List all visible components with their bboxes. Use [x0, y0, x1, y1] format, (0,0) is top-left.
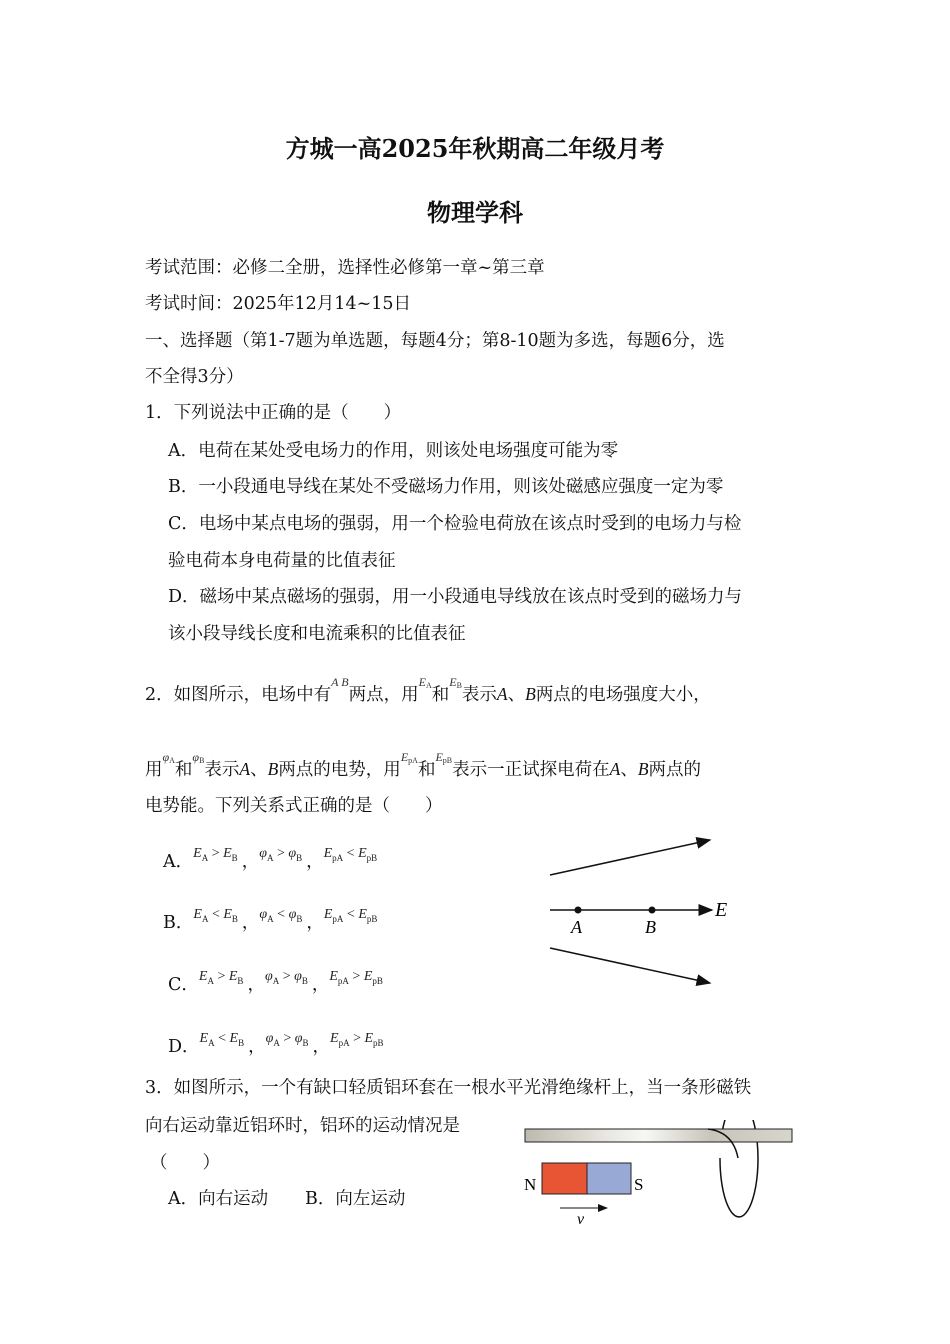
- insulating-rod: [525, 1129, 792, 1142]
- section-heading: 一、选择题（第1-7题为单选题，每题4分；第8-10题为多选，每题6分，选: [145, 331, 725, 351]
- q3-stem-line1: 3．如图所示，一个有缺口轻质铝环套在一根水平光滑绝缘杆上，当一条形磁铁: [145, 1078, 752, 1098]
- magnet-south: [587, 1163, 631, 1194]
- q2-option-d: D．$^{E_A < E_B}$ ，$^{\varphi_A > \varphi_B}$ ，$^{E_{pA} > E_{pB}}$: [168, 1031, 384, 1057]
- label-s: S: [634, 1175, 644, 1194]
- q1-option-a: A．电荷在某处受电场力的作用，则该处电场强度可能为零: [168, 441, 619, 461]
- q2-option-b: B．$^{E_A < E_B}$ ，$^{\varphi_A < \varphi_B}$ ，$^{E_{pA} < E_{pB}}$: [163, 907, 378, 933]
- point-a: [575, 907, 582, 914]
- label-v: v: [577, 1211, 585, 1228]
- field-line-top: [550, 840, 710, 875]
- field-line-bottom: [550, 948, 710, 983]
- exam-time: 考试时间：2025年12月14~15日: [145, 294, 412, 314]
- q3-answer-paren: （ ）: [150, 1153, 220, 1173]
- q1-option-b: B．一小段通电导线在某处不受磁场力作用，则该处磁感应强度一定为零: [168, 477, 724, 497]
- text: 2．如图所示，电场中有: [145, 685, 332, 705]
- q3-option-b: B．向左运动: [305, 1189, 406, 1209]
- exam-title: 方城一高2025年秋期高二年级月考: [285, 134, 665, 163]
- text: 和: [431, 685, 450, 705]
- label-b: B: [645, 917, 656, 937]
- math: A B: [331, 675, 349, 689]
- q1-option-c: C．电场中某点电场的强弱，用一个检验电荷放在该点时受到的电场力与检: [168, 514, 742, 534]
- q1-option-d-cont: 该小段导线长度和电流乘积的比值表征: [168, 624, 466, 644]
- math: EA: [418, 675, 432, 690]
- q1-option-d: D．磁场中某点磁场的强弱，用一小段通电导线放在该点时受到的磁场力与: [168, 587, 743, 607]
- q1-stem: 1．下列说法中正确的是（ ）: [145, 403, 402, 423]
- q2-option-c: C．$^{E_A > E_B}$ ，$^{\varphi_A > \varphi_B}$ ，$^{E_{pA} > E_{pB}}$: [168, 969, 383, 995]
- label-e: E: [715, 899, 728, 921]
- label-n: N: [524, 1175, 537, 1194]
- q1-option-c-cont: 验电荷本身电荷量的比值表征: [168, 551, 396, 571]
- section-heading-cont: 不全得3分）: [145, 367, 244, 387]
- subject-title: 物理学科: [427, 198, 523, 227]
- q2-stem-line1: 2．如图所示，电场中有$^{A B}$两点，用$^{E_A}$和$^{E_B}$表示A、B两点的电场强度大小，: [145, 675, 711, 705]
- q2-option-a: A．$^{E_A > E_B}$ ，$^{\varphi_A > \varphi_B}$ ，$^{E_{pA} < E_{pB}}$: [163, 846, 378, 872]
- label-a: A: [571, 917, 582, 937]
- math: EB: [449, 675, 462, 690]
- q2-stem-line3: 电势能。下列关系式正确的是（ ）: [145, 796, 443, 816]
- q3-stem-line2: 向右运动靠近铝环时，铝环的运动情况是: [145, 1116, 460, 1136]
- magnet-ring-figure: [515, 1120, 805, 1230]
- point-b: [649, 907, 656, 914]
- text: 两点，用: [348, 685, 419, 705]
- exam-scope: 考试范围：必修二全册，选择性必修第一章~第三章: [145, 258, 545, 278]
- q3-option-a: A．向右运动: [168, 1189, 269, 1209]
- text: 两点的电场强度大小，: [535, 685, 711, 705]
- magnet-north: [542, 1163, 587, 1194]
- text: 表示: [461, 685, 497, 705]
- q2-stem-line2: 用$^{\varphi_A}$和$^{\varphi_B}$表示A、B两点的电势，用$^{E_{pA}}$和$^{E_{pB}}$表示一正试探电荷在A、B两点的: [145, 750, 702, 780]
- electric-field-figure: [540, 830, 740, 1000]
